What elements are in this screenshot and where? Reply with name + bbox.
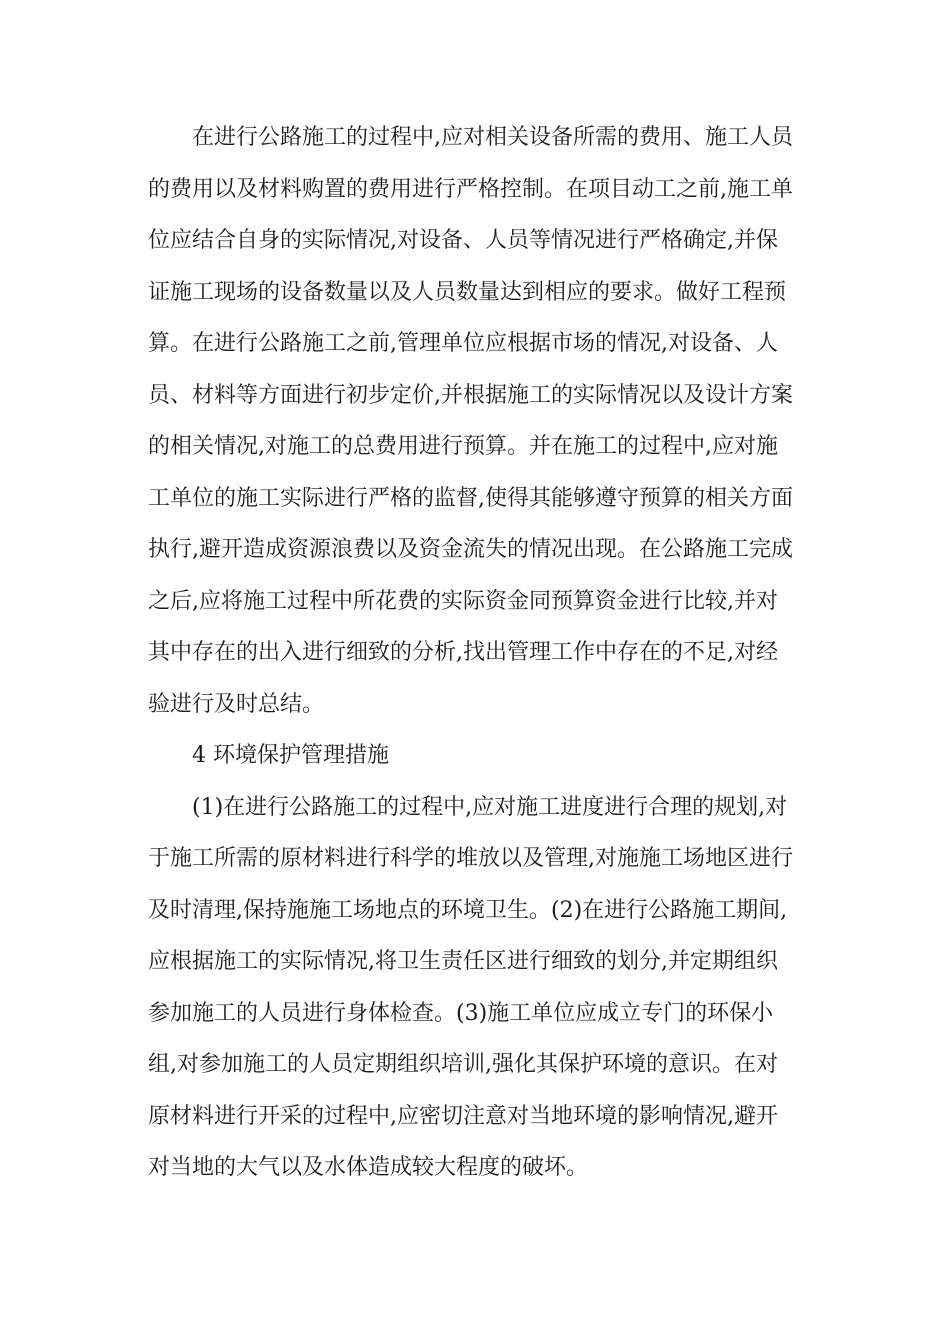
paragraph-environment-measures — [148, 782, 808, 1194]
text-line: 证施工现场的设备数量以及人员数量达到相应的要求。做好工程预 — [148, 279, 787, 305]
paragraph-budget-control — [148, 112, 808, 730]
text-line: 算。在进行公路施工之前,管理单位应根据市场的情况,对设备、人 — [148, 331, 778, 356]
text-line: 之后,应将施工过程中所花费的实际资金同预算资金进行比较,并对 — [148, 588, 778, 614]
text-line: 验进行及时总结。 — [148, 691, 325, 717]
text-line: 员、材料等方面进行初步定价,并根据施工的实际情况以及设计方案 — [148, 382, 793, 408]
text-line: 应根据施工的实际情况,将卫生责任区进行细致的划分,并定期组织 — [148, 949, 778, 974]
text-line: 参加施工的人员进行身体检查。(3)施工单位应成立专门的环保小 — [148, 1000, 774, 1026]
text-line: 的相关情况,对施工的总费用进行预算。并在施工的过程中,应对施 — [148, 434, 778, 459]
text-line: 及时清理,保持施施工场地点的环境卫生。(2)在进行公路施工期间, — [148, 897, 788, 923]
text-line: 原材料进行开采的过程中,应密切注意对当地环境的影响情况,避开 — [148, 1103, 778, 1129]
text-line: 其中存在的出入进行细致的分析,找出管理工作中存在的不足,对经 — [148, 640, 778, 665]
text-line: (1)在进行公路施工的过程中,应对施工进度进行合理的规划,对 — [192, 794, 788, 820]
text-line: 位应结合自身的实际情况,对设备、人员等情况进行严格确定,并保 — [148, 228, 778, 253]
text-line: 在进行公路施工的过程中,应对相关设备所需的费用、施工人员 — [192, 125, 793, 150]
text-line: 工单位的施工实际进行严格的监督,使得其能够遵守预算的相关方面 — [148, 485, 793, 511]
document-body — [148, 112, 808, 1194]
text-line: 对当地的大气以及水体造成较大程度的破坏。 — [148, 1155, 589, 1180]
section-heading-environment — [148, 730, 808, 782]
text-line: 于施工所需的原材料进行科学的堆放以及管理,对施施工场地区进行 — [148, 846, 793, 871]
text-line: 执行,避开造成资源浪费以及资金流失的情况出现。在公路施工完成 — [148, 537, 793, 562]
section-heading: 4 环境保护管理措施 — [192, 743, 389, 768]
text-line: 组,对参加施工的人员定期组织培训,强化其保护环境的意识。在对 — [148, 1052, 778, 1077]
text-line: 的费用以及材料购置的费用进行严格控制。在项目动工之前,施工单 — [148, 176, 793, 202]
